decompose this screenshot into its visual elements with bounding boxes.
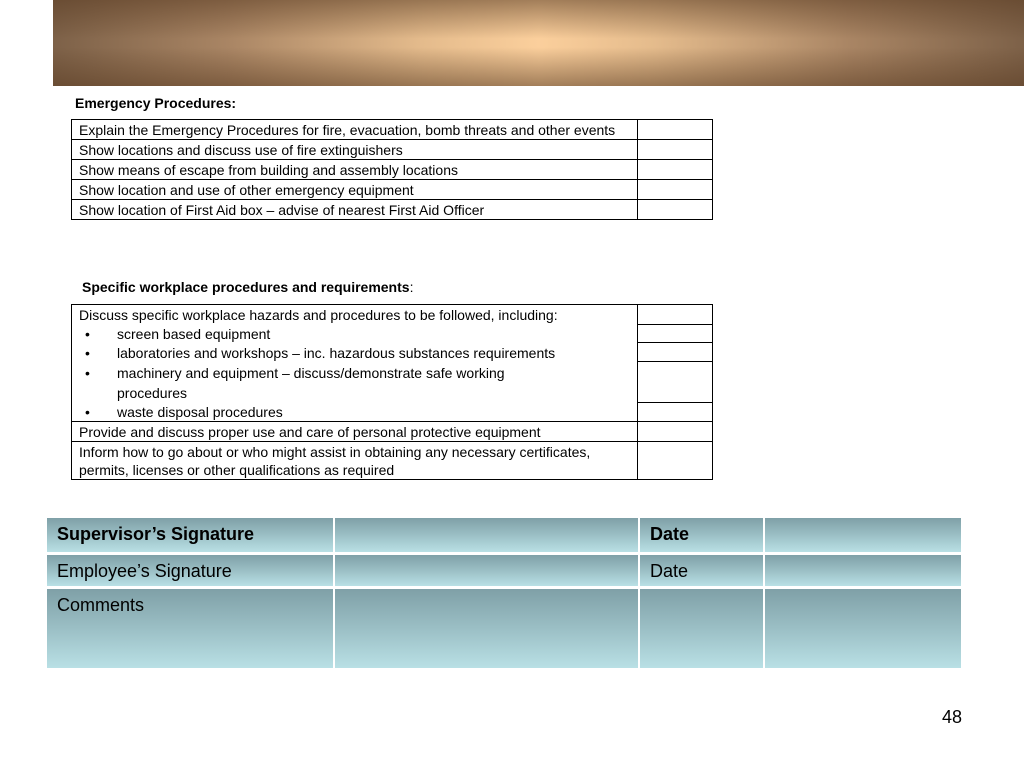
supervisor-signature-label: Supervisor’s Signature bbox=[47, 518, 333, 552]
checkbox-cell[interactable] bbox=[638, 403, 713, 422]
supervisor-signature-field[interactable] bbox=[333, 518, 638, 552]
table-row bbox=[72, 120, 713, 140]
table-cell: Explain the Emergency Procedures for fire, evacuation, bomb threats and other events bbox=[72, 120, 638, 140]
comments-field-extra[interactable] bbox=[763, 586, 961, 668]
emergency-procedures-title: Emergency Procedures: bbox=[75, 95, 237, 111]
header-banner bbox=[53, 0, 1024, 86]
list-item bbox=[79, 344, 630, 362]
employee-date-label: Date bbox=[638, 552, 763, 586]
supervisor-date-label: Date bbox=[638, 518, 763, 552]
table-cell: Provide and discuss proper use and care of personal protective equipment bbox=[72, 421, 638, 441]
bullet-icon: • bbox=[85, 364, 90, 381]
checkbox-cell[interactable] bbox=[638, 325, 713, 343]
table-row bbox=[47, 552, 961, 586]
table-row bbox=[72, 200, 713, 220]
comments-field[interactable] bbox=[333, 586, 638, 668]
table-cell: Show location and use of other emergency equipment bbox=[72, 180, 638, 200]
specific-procedures-table bbox=[71, 304, 713, 480]
list-item-text: screen based equipment bbox=[117, 325, 271, 342]
table-row bbox=[72, 421, 713, 441]
table-cell: Show location of First Aid box – advise of nearest First Aid Officer bbox=[72, 200, 638, 220]
table-row bbox=[72, 441, 713, 479]
bullet-icon: • bbox=[85, 344, 90, 361]
checkbox-cell[interactable] bbox=[638, 441, 713, 479]
table-row bbox=[72, 305, 713, 325]
table-row bbox=[72, 180, 713, 200]
list-item-text: waste disposal procedures bbox=[117, 403, 283, 420]
table-row bbox=[72, 403, 713, 422]
checkbox-cell[interactable] bbox=[638, 362, 713, 403]
signature-table bbox=[47, 518, 961, 668]
bullet-cell bbox=[72, 403, 638, 422]
comments-field-extra[interactable] bbox=[638, 586, 763, 668]
employee-signature-field[interactable] bbox=[333, 552, 638, 586]
title-colon: : bbox=[409, 279, 414, 295]
checkbox-cell[interactable] bbox=[638, 343, 713, 362]
table-row bbox=[72, 343, 713, 362]
specific-procedures-title bbox=[82, 279, 413, 295]
employee-signature-label: Employee’s Signature bbox=[47, 552, 333, 586]
bullet-cell bbox=[72, 343, 638, 362]
table-cell: Inform how to go about or who might assist in obtaining any necessary certificates, permits, licenses or other qualifications as required bbox=[72, 441, 638, 479]
page-number: 48 bbox=[941, 707, 962, 727]
checkbox-cell[interactable] bbox=[638, 120, 713, 140]
table-cell: Show means of escape from building and assembly locations bbox=[72, 160, 638, 180]
checkbox-cell[interactable] bbox=[638, 200, 713, 220]
checkbox-cell[interactable] bbox=[638, 305, 713, 325]
bullet-icon: • bbox=[85, 403, 90, 420]
emergency-procedures-table bbox=[71, 119, 713, 220]
checkbox-cell[interactable] bbox=[638, 140, 713, 160]
table-row bbox=[72, 140, 713, 160]
list-item-text: laboratories and workshops – inc. hazardous substances requirements bbox=[117, 344, 556, 361]
list-item-text: machinery and equipment – discuss/demonstrate safe working procedures bbox=[117, 364, 505, 401]
table-cell: Show locations and discuss use of fire extinguishers bbox=[72, 140, 638, 160]
checkbox-cell[interactable] bbox=[638, 180, 713, 200]
bullet-icon: • bbox=[85, 325, 90, 342]
supervisor-date-field[interactable] bbox=[763, 518, 961, 552]
table-row bbox=[47, 586, 961, 668]
table-cell: Discuss specific workplace hazards and procedures to be followed, including: bbox=[72, 305, 638, 325]
comments-label: Comments bbox=[47, 586, 333, 668]
list-item bbox=[79, 363, 630, 403]
checkbox-cell[interactable] bbox=[638, 160, 713, 180]
bullet-cell bbox=[72, 362, 638, 403]
table-row bbox=[47, 518, 961, 552]
bullet-cell bbox=[72, 325, 638, 343]
table-row bbox=[72, 160, 713, 180]
specific-procedures-title-text: Specific workplace procedures and requirements bbox=[82, 279, 410, 295]
table-row bbox=[72, 325, 713, 343]
checkbox-cell[interactable] bbox=[638, 421, 713, 441]
table-row bbox=[72, 362, 713, 403]
employee-date-field[interactable] bbox=[763, 552, 961, 586]
list-item bbox=[79, 403, 630, 421]
list-item bbox=[79, 325, 630, 343]
